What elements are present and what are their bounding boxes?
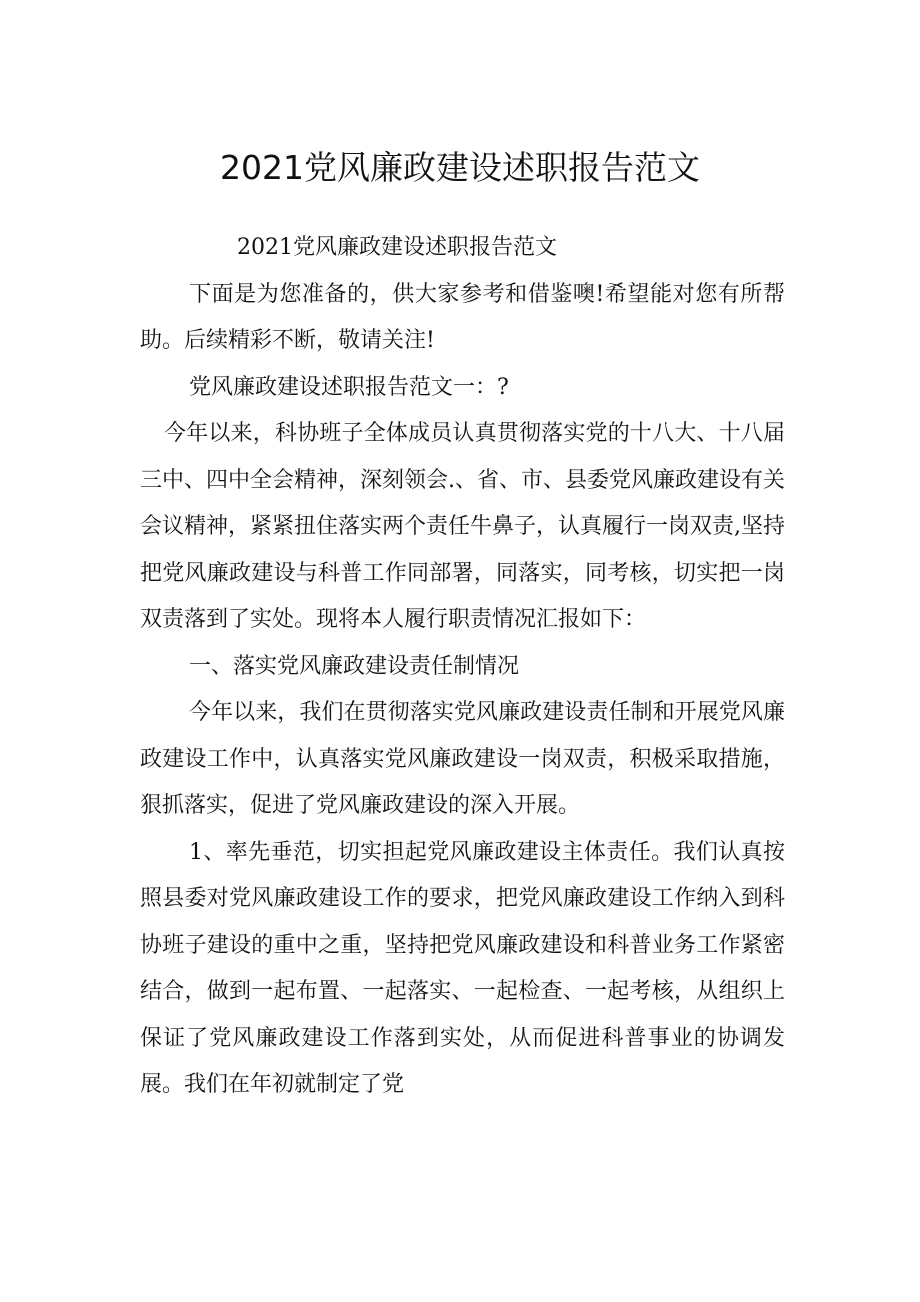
body-paragraph: 今年以来，科协班子全体成员认真贯彻落实党的十八大、十八届三中、四中全会精神，深刻领会.、省、市、县委党风廉政建设有关会议精神，紧紧扭住落实两个责任牛鼻子，认真履行一岗双责,坚持把党风廉政建设与科普工作同部署，同落实，同考核，切实把一岗双责落到了实处。现将本人履行职责情况汇报如下： <box>140 421 785 632</box>
document-title: 2021党风廉政建设述职报告范文 <box>220 148 700 187</box>
section-heading-paragraph: 一、落实党风廉政建设责任制情况 <box>189 653 520 679</box>
section-heading-paragraph: 党风廉政建设述职报告范文一：? <box>189 374 509 400</box>
subtitle-paragraph: 2021党风廉政建设述职报告范文 <box>237 235 557 260</box>
body-paragraph: 1、率先垂范，切实担起党风廉政建设主体责任。我们认真按照县委对党风廉政建设工作的要求，把党风廉政建设工作纳入到科协班子建设的重中之重，坚持把党风廉政建设和科普业务工作紧密结合，做到一起布置、一起落实、一起检查、一起考核，从组织上保证了党风廉政建设工作落到实处，从而促进科普事业的协调发展。我们在年初就制定了党 <box>140 839 785 1097</box>
document-body <box>140 225 785 1109</box>
body-paragraph: 今年以来，我们在贯彻落实党风廉政建设责任制和开展党风廉政建设工作中，认真落实党风廉政建设一岗双责，积极采取措施，狠抓落实，促进了党风廉政建设的深入开展。 <box>140 700 785 818</box>
intro-paragraph: 下面是为您准备的，供大家参考和借鉴噢!希望能对您有所帮助。后续精彩不断，敬请关注! <box>140 281 785 353</box>
